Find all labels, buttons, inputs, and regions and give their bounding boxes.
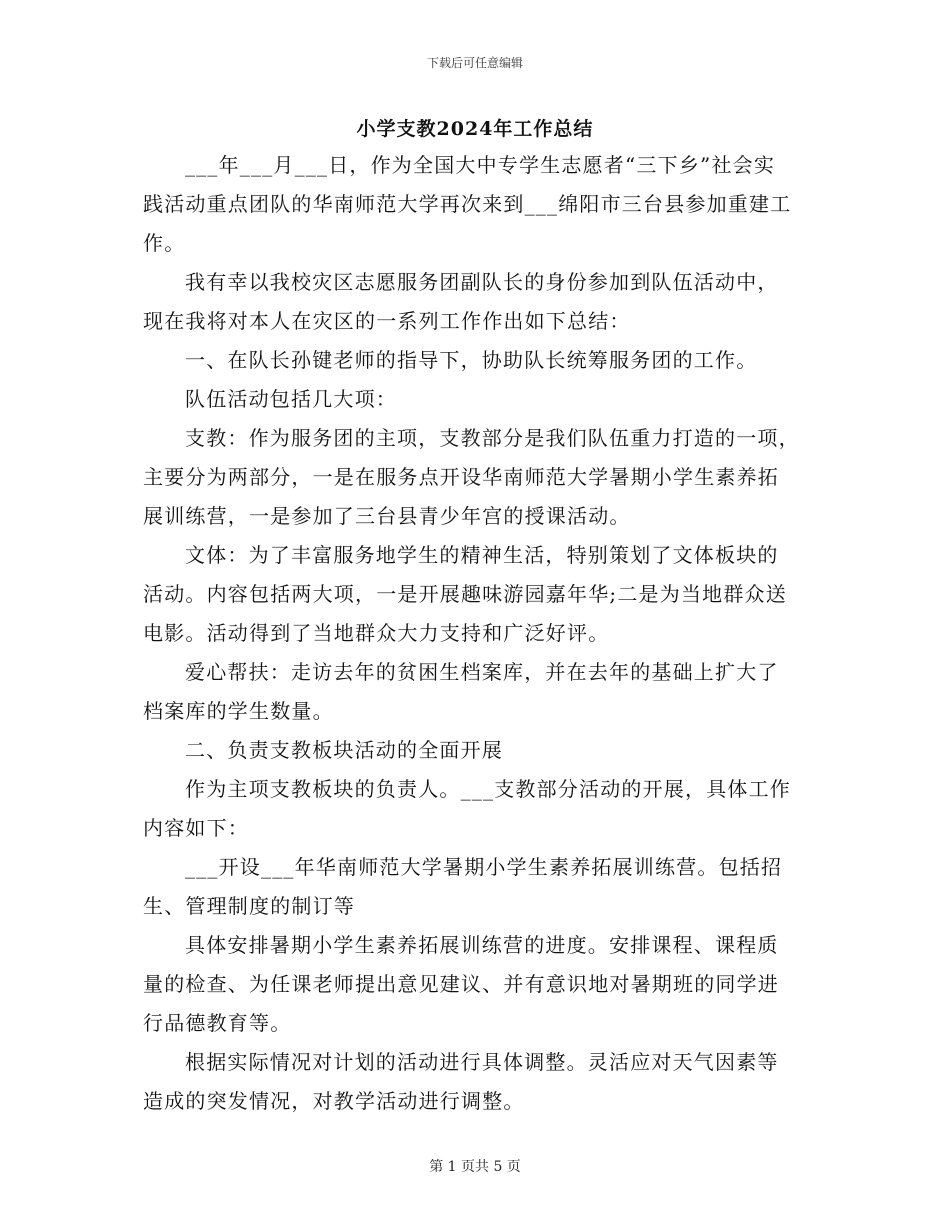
section-heading	[143, 731, 810, 770]
paragraph-line: 队伍活动包括几大项：	[185, 387, 397, 411]
paragraph-line: ___年___月___日，作为全国大中专学生志愿者“三下乡”社会实	[185, 153, 776, 177]
paragraph	[143, 1043, 810, 1121]
paragraph-line: 根据实际情况对计划的活动进行具体调整。灵活应对天气因素等	[185, 1050, 779, 1074]
paragraph-line: 践活动重点团队的华南师范大学再次来到___绵阳市三台县参加重建工	[143, 192, 792, 216]
paragraph-line: 作为主项支教板块的负责人。___支教部分活动的开展，具体工作	[185, 777, 791, 801]
paragraph-line: 现在我将对本人在灾区的一系列工作作出如下总结：	[143, 309, 631, 333]
paragraph-line: 生、管理制度的制订等	[143, 894, 355, 918]
paragraph-line: 造成的突发情况，对教学活动进行调整。	[143, 1089, 525, 1113]
paragraph	[143, 848, 810, 926]
document-body	[143, 146, 810, 1121]
paragraph-line: ___开设___年华南师范大学暑期小学生素养拓展训练营。包括招	[185, 855, 783, 879]
paragraph	[143, 770, 810, 848]
paragraph-line: 主要分为两部分，一是在服务点开设华南师范大学暑期小学生素养拓	[143, 465, 779, 489]
paragraph-line: 活动。内容包括两大项，一是开展趣味游园嘉年华;二是为当地群众送	[143, 582, 787, 606]
paragraph-line: 具体安排暑期小学生素养拓展训练营的进度。安排课程、课程质	[185, 933, 779, 957]
paragraph-line: 档案库的学生数量。	[143, 699, 334, 723]
paragraph-line: 一、在队长孙键老师的指导下，协助队长统筹服务团的工作。	[185, 348, 758, 372]
header-note: 下载后可任意编辑	[426, 56, 523, 70]
paragraph	[143, 419, 810, 536]
paragraph-line: 展训练营，一是参加了三台县青少年宫的授课活动。	[143, 504, 631, 528]
paragraph-line: 行品德教育等。	[143, 1011, 292, 1035]
paragraph-line: 电影。活动得到了当地群众大力支持和广泛好评。	[143, 621, 610, 645]
paragraph-line: 作。	[143, 231, 186, 255]
paragraph	[143, 263, 810, 341]
paragraph	[143, 380, 810, 419]
paragraph-line: 量的检查、为任课老师提出意见建议、并有意识地对暑期班的同学进	[143, 972, 779, 996]
paragraph-line: 我有幸以我校灾区志愿服务团副队长的身份参加到队伍活动中，	[185, 270, 779, 294]
section-heading	[143, 341, 810, 380]
paragraph-line: 爱心帮扶：走访去年的贫困生档案库，并在去年的基础上扩大了	[185, 660, 779, 684]
page-number: 第 1 页共 5 页	[429, 1159, 521, 1175]
paragraph-line: 文体：为了丰富服务地学生的精神生活，特别策划了文体板块的	[185, 543, 779, 567]
paragraph	[143, 536, 810, 653]
document-title: 小学支教2024年工作总结	[356, 118, 594, 140]
paragraph	[143, 653, 810, 731]
paragraph	[143, 926, 810, 1043]
paragraph-line: 支教：作为服务团的主项，支教部分是我们队伍重力打造的一项，	[185, 426, 800, 450]
paragraph-line: 二、负责支教板块活动的全面开展	[185, 738, 503, 762]
paragraph	[143, 146, 810, 263]
paragraph-line: 内容如下：	[143, 816, 249, 840]
